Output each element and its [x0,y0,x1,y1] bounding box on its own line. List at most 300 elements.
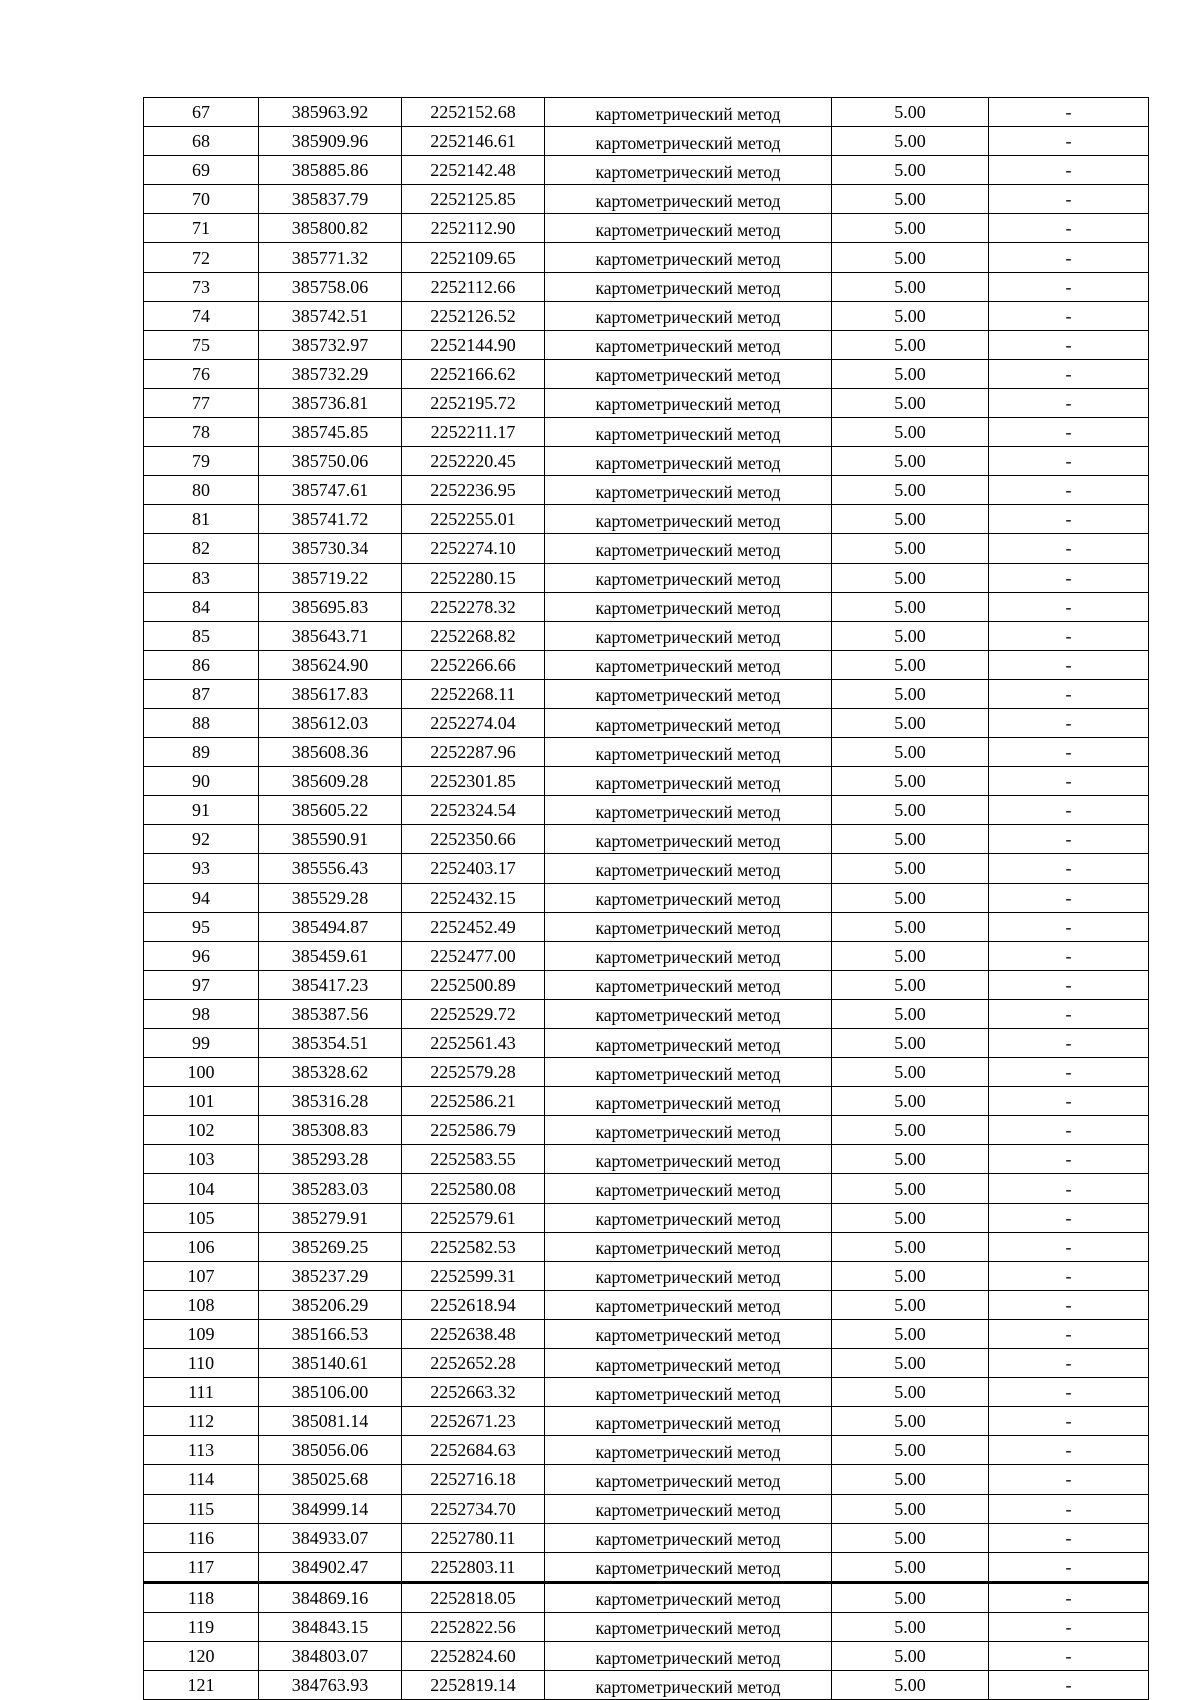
y-coordinate-cell: 2252255.01 [402,505,545,534]
accuracy-cell: 5.00 [832,301,989,330]
method-cell: картометрический метод [545,1319,832,1348]
note-cell: - [989,98,1149,127]
note-cell: - [989,359,1149,388]
table-row [144,359,1149,388]
x-coordinate-cell: 385417.23 [259,970,402,999]
point-number-cell: 75 [144,330,259,359]
x-coordinate-cell: 385742.51 [259,301,402,330]
y-coordinate-cell: 2252819.14 [402,1671,545,1700]
note-cell: - [989,476,1149,505]
point-number-cell: 120 [144,1641,259,1670]
table-row [144,679,1149,708]
accuracy-cell: 5.00 [832,418,989,447]
accuracy-cell: 5.00 [832,243,989,272]
table-row [144,243,1149,272]
table-row [144,1029,1149,1058]
x-coordinate-cell: 385308.83 [259,1116,402,1145]
method-cell: картометрический метод [545,999,832,1028]
method-cell: картометрический метод [545,127,832,156]
x-coordinate-cell: 385283.03 [259,1174,402,1203]
note-cell: - [989,1087,1149,1116]
note-cell: - [989,1436,1149,1465]
point-number-cell: 92 [144,825,259,854]
note-cell: - [989,1612,1149,1641]
x-coordinate-cell: 385732.97 [259,330,402,359]
table-row [144,214,1149,243]
x-coordinate-cell: 385745.85 [259,418,402,447]
point-number-cell: 95 [144,912,259,941]
x-coordinate-cell: 385612.03 [259,708,402,737]
method-cell: картометрический метод [545,98,832,127]
x-coordinate-cell: 385732.29 [259,359,402,388]
note-cell: - [989,854,1149,883]
point-number-cell: 103 [144,1145,259,1174]
accuracy-cell: 5.00 [832,1290,989,1319]
x-coordinate-cell: 385529.28 [259,883,402,912]
point-number-cell: 101 [144,1087,259,1116]
point-number-cell: 88 [144,708,259,737]
table-row [144,1232,1149,1261]
x-coordinate-cell: 385758.06 [259,272,402,301]
note-cell: - [989,1232,1149,1261]
accuracy-cell: 5.00 [832,1523,989,1552]
x-coordinate-cell: 385459.61 [259,941,402,970]
y-coordinate-cell: 2252268.11 [402,679,545,708]
y-coordinate-cell: 2252166.62 [402,359,545,388]
accuracy-cell: 5.00 [832,1671,989,1700]
method-cell: картометрический метод [545,1612,832,1641]
table-row [144,1116,1149,1145]
table-row [144,388,1149,417]
y-coordinate-cell: 2252112.66 [402,272,545,301]
method-cell: картометрический метод [545,883,832,912]
method-cell: картометрический метод [545,1116,832,1145]
method-cell: картометрический метод [545,214,832,243]
x-coordinate-cell: 385056.06 [259,1436,402,1465]
method-cell: картометрический метод [545,1029,832,1058]
accuracy-cell: 5.00 [832,970,989,999]
y-coordinate-cell: 2252195.72 [402,388,545,417]
x-coordinate-cell: 385837.79 [259,185,402,214]
note-cell: - [989,563,1149,592]
point-number-cell: 78 [144,418,259,447]
note-cell: - [989,1349,1149,1378]
y-coordinate-cell: 2252818.05 [402,1582,545,1612]
accuracy-cell: 5.00 [832,214,989,243]
accuracy-cell: 5.00 [832,883,989,912]
table-row [144,156,1149,185]
point-number-cell: 71 [144,214,259,243]
note-cell: - [989,883,1149,912]
method-cell: картометрический метод [545,330,832,359]
accuracy-cell: 5.00 [832,1058,989,1087]
table-row [144,796,1149,825]
accuracy-cell: 5.00 [832,1494,989,1523]
note-cell: - [989,1029,1149,1058]
x-coordinate-cell: 385206.29 [259,1290,402,1319]
point-number-cell: 90 [144,767,259,796]
point-number-cell: 115 [144,1494,259,1523]
table-row [144,1349,1149,1378]
table-row [144,301,1149,330]
table-row [144,621,1149,650]
note-cell: - [989,534,1149,563]
y-coordinate-cell: 2252582.53 [402,1232,545,1261]
method-cell: картометрический метод [545,708,832,737]
x-coordinate-cell: 385328.62 [259,1058,402,1087]
method-cell: картометрический метод [545,418,832,447]
accuracy-cell: 5.00 [832,1612,989,1641]
note-cell: - [989,418,1149,447]
method-cell: картометрический метод [545,476,832,505]
point-number-cell: 83 [144,563,259,592]
method-cell: картометрический метод [545,1203,832,1232]
x-coordinate-cell: 385590.91 [259,825,402,854]
method-cell: картометрический метод [545,388,832,417]
accuracy-cell: 5.00 [832,1319,989,1348]
y-coordinate-cell: 2252663.32 [402,1378,545,1407]
accuracy-cell: 5.00 [832,708,989,737]
y-coordinate-cell: 2252780.11 [402,1523,545,1552]
table-row [144,563,1149,592]
point-number-cell: 76 [144,359,259,388]
point-number-cell: 114 [144,1465,259,1494]
method-cell: картометрический метод [545,912,832,941]
method-cell: картометрический метод [545,796,832,825]
table-row [144,1145,1149,1174]
method-cell: картометрический метод [545,854,832,883]
y-coordinate-cell: 2252350.66 [402,825,545,854]
method-cell: картометрический метод [545,1232,832,1261]
y-coordinate-cell: 2252432.15 [402,883,545,912]
x-coordinate-cell: 385140.61 [259,1349,402,1378]
point-number-cell: 107 [144,1261,259,1290]
x-coordinate-cell: 385025.68 [259,1465,402,1494]
x-coordinate-cell: 385800.82 [259,214,402,243]
method-cell: картометрический метод [545,679,832,708]
note-cell: - [989,330,1149,359]
point-number-cell: 87 [144,679,259,708]
method-cell: картометрический метод [545,1349,832,1378]
x-coordinate-cell: 385643.71 [259,621,402,650]
note-cell: - [989,1116,1149,1145]
point-number-cell: 121 [144,1671,259,1700]
y-coordinate-cell: 2252652.28 [402,1349,545,1378]
x-coordinate-cell: 385617.83 [259,679,402,708]
note-cell: - [989,767,1149,796]
note-cell: - [989,1582,1149,1612]
y-coordinate-cell: 2252580.08 [402,1174,545,1203]
note-cell: - [989,1145,1149,1174]
accuracy-cell: 5.00 [832,941,989,970]
x-coordinate-cell: 385556.43 [259,854,402,883]
table-row [144,970,1149,999]
x-coordinate-cell: 384933.07 [259,1523,402,1552]
note-cell: - [989,272,1149,301]
x-coordinate-cell: 385237.29 [259,1261,402,1290]
accuracy-cell: 5.00 [832,825,989,854]
table-row [144,1290,1149,1319]
x-coordinate-cell: 385609.28 [259,767,402,796]
method-cell: картометрический метод [545,359,832,388]
note-cell: - [989,214,1149,243]
accuracy-cell: 5.00 [832,1145,989,1174]
table-row [144,1641,1149,1670]
accuracy-cell: 5.00 [832,534,989,563]
method-cell: картометрический метод [545,650,832,679]
x-coordinate-cell: 385624.90 [259,650,402,679]
note-cell: - [989,185,1149,214]
y-coordinate-cell: 2252211.17 [402,418,545,447]
x-coordinate-cell: 384902.47 [259,1552,402,1582]
point-number-cell: 118 [144,1582,259,1612]
point-number-cell: 89 [144,738,259,767]
table-row [144,912,1149,941]
note-cell: - [989,1671,1149,1700]
note-cell: - [989,1523,1149,1552]
x-coordinate-cell: 385741.72 [259,505,402,534]
point-number-cell: 84 [144,592,259,621]
point-number-cell: 91 [144,796,259,825]
accuracy-cell: 5.00 [832,796,989,825]
note-cell: - [989,1465,1149,1494]
method-cell: картометрический метод [545,592,832,621]
table-row [144,127,1149,156]
y-coordinate-cell: 2252822.56 [402,1612,545,1641]
table-row [144,941,1149,970]
method-cell: картометрический метод [545,1436,832,1465]
x-coordinate-cell: 385269.25 [259,1232,402,1261]
table-row [144,1058,1149,1087]
y-coordinate-cell: 2252274.04 [402,708,545,737]
note-cell: - [989,621,1149,650]
y-coordinate-cell: 2252477.00 [402,941,545,970]
note-cell: - [989,825,1149,854]
table-row [144,1087,1149,1116]
point-number-cell: 106 [144,1232,259,1261]
x-coordinate-cell: 385316.28 [259,1087,402,1116]
method-cell: картометрический метод [545,1174,832,1203]
table-row [144,1494,1149,1523]
accuracy-cell: 5.00 [832,1232,989,1261]
accuracy-cell: 5.00 [832,447,989,476]
y-coordinate-cell: 2252142.48 [402,156,545,185]
note-cell: - [989,301,1149,330]
note-cell: - [989,243,1149,272]
table-row [144,1465,1149,1494]
x-coordinate-cell: 384763.93 [259,1671,402,1700]
method-cell: картометрический метод [545,767,832,796]
accuracy-cell: 5.00 [832,650,989,679]
y-coordinate-cell: 2252268.82 [402,621,545,650]
table-row [144,272,1149,301]
x-coordinate-cell: 384843.15 [259,1612,402,1641]
method-cell: картометрический метод [545,301,832,330]
table-row [144,999,1149,1028]
accuracy-cell: 5.00 [832,999,989,1028]
accuracy-cell: 5.00 [832,1641,989,1670]
x-coordinate-cell: 385605.22 [259,796,402,825]
note-cell: - [989,650,1149,679]
method-cell: картометрический метод [545,563,832,592]
note-cell: - [989,970,1149,999]
method-cell: картометрический метод [545,185,832,214]
method-cell: картометрический метод [545,1378,832,1407]
table-row [144,534,1149,563]
y-coordinate-cell: 2252144.90 [402,330,545,359]
x-coordinate-cell: 385354.51 [259,1029,402,1058]
note-cell: - [989,708,1149,737]
point-number-cell: 116 [144,1523,259,1552]
y-coordinate-cell: 2252583.55 [402,1145,545,1174]
table-row [144,330,1149,359]
point-number-cell: 111 [144,1378,259,1407]
note-cell: - [989,1378,1149,1407]
note-cell: - [989,999,1149,1028]
table-row [144,1174,1149,1203]
y-coordinate-cell: 2252561.43 [402,1029,545,1058]
table-row [144,98,1149,127]
point-number-cell: 80 [144,476,259,505]
x-coordinate-cell: 385750.06 [259,447,402,476]
method-cell: картометрический метод [545,534,832,563]
y-coordinate-cell: 2252500.89 [402,970,545,999]
note-cell: - [989,1552,1149,1582]
point-number-cell: 109 [144,1319,259,1348]
accuracy-cell: 5.00 [832,1087,989,1116]
accuracy-cell: 5.00 [832,1465,989,1494]
method-cell: картометрический метод [545,505,832,534]
accuracy-cell: 5.00 [832,854,989,883]
accuracy-cell: 5.00 [832,127,989,156]
accuracy-cell: 5.00 [832,1174,989,1203]
accuracy-cell: 5.00 [832,767,989,796]
point-number-cell: 77 [144,388,259,417]
accuracy-cell: 5.00 [832,505,989,534]
y-coordinate-cell: 2252287.96 [402,738,545,767]
point-number-cell: 112 [144,1407,259,1436]
table-row [144,1582,1149,1612]
y-coordinate-cell: 2252803.11 [402,1552,545,1582]
x-coordinate-cell: 385963.92 [259,98,402,127]
accuracy-cell: 5.00 [832,1582,989,1612]
y-coordinate-cell: 2252301.85 [402,767,545,796]
y-coordinate-cell: 2252586.21 [402,1087,545,1116]
note-cell: - [989,1203,1149,1232]
y-coordinate-cell: 2252112.90 [402,214,545,243]
table-row [144,1203,1149,1232]
point-number-cell: 104 [144,1174,259,1203]
y-coordinate-cell: 2252324.54 [402,796,545,825]
point-number-cell: 97 [144,970,259,999]
accuracy-cell: 5.00 [832,1116,989,1145]
y-coordinate-cell: 2252152.68 [402,98,545,127]
note-cell: - [989,738,1149,767]
accuracy-cell: 5.00 [832,1436,989,1465]
method-cell: картометрический метод [545,447,832,476]
table-row [144,854,1149,883]
point-number-cell: 72 [144,243,259,272]
x-coordinate-cell: 385494.87 [259,912,402,941]
point-number-cell: 67 [144,98,259,127]
method-cell: картометрический метод [545,825,832,854]
note-cell: - [989,912,1149,941]
note-cell: - [989,592,1149,621]
x-coordinate-cell: 384999.14 [259,1494,402,1523]
note-cell: - [989,1319,1149,1348]
point-number-cell: 100 [144,1058,259,1087]
y-coordinate-cell: 2252716.18 [402,1465,545,1494]
y-coordinate-cell: 2252403.17 [402,854,545,883]
method-cell: картометрический метод [545,1465,832,1494]
accuracy-cell: 5.00 [832,1552,989,1582]
x-coordinate-cell: 385279.91 [259,1203,402,1232]
accuracy-cell: 5.00 [832,1407,989,1436]
accuracy-cell: 5.00 [832,272,989,301]
table-row [144,1319,1149,1348]
x-coordinate-cell: 385730.34 [259,534,402,563]
accuracy-cell: 5.00 [832,359,989,388]
y-coordinate-cell: 2252125.85 [402,185,545,214]
accuracy-cell: 5.00 [832,1261,989,1290]
point-number-cell: 119 [144,1612,259,1641]
x-coordinate-cell: 385608.36 [259,738,402,767]
point-number-cell: 74 [144,301,259,330]
y-coordinate-cell: 2252599.31 [402,1261,545,1290]
note-cell: - [989,1174,1149,1203]
table-row [144,1407,1149,1436]
table-row [144,883,1149,912]
note-cell: - [989,156,1149,185]
point-number-cell: 93 [144,854,259,883]
accuracy-cell: 5.00 [832,330,989,359]
note-cell: - [989,388,1149,417]
table-row [144,185,1149,214]
table-row [144,1378,1149,1407]
accuracy-cell: 5.00 [832,156,989,185]
y-coordinate-cell: 2252586.79 [402,1116,545,1145]
point-number-cell: 82 [144,534,259,563]
method-cell: картометрический метод [545,1407,832,1436]
method-cell: картометрический метод [545,1552,832,1582]
table-row [144,592,1149,621]
note-cell: - [989,1641,1149,1670]
table-row [144,447,1149,476]
y-coordinate-cell: 2252126.52 [402,301,545,330]
point-number-cell: 108 [144,1290,259,1319]
y-coordinate-cell: 2252220.45 [402,447,545,476]
y-coordinate-cell: 2252280.15 [402,563,545,592]
table-row [144,650,1149,679]
x-coordinate-cell: 384869.16 [259,1582,402,1612]
note-cell: - [989,447,1149,476]
method-cell: картометрический метод [545,1087,832,1116]
note-cell: - [989,1494,1149,1523]
y-coordinate-cell: 2252529.72 [402,999,545,1028]
y-coordinate-cell: 2252274.10 [402,534,545,563]
method-cell: картометрический метод [545,243,832,272]
x-coordinate-cell: 385885.86 [259,156,402,185]
x-coordinate-cell: 385695.83 [259,592,402,621]
note-cell: - [989,941,1149,970]
point-number-cell: 99 [144,1029,259,1058]
point-number-cell: 73 [144,272,259,301]
table-row [144,825,1149,854]
method-cell: картометрический метод [545,738,832,767]
point-number-cell: 110 [144,1349,259,1378]
point-number-cell: 98 [144,999,259,1028]
y-coordinate-cell: 2252671.23 [402,1407,545,1436]
